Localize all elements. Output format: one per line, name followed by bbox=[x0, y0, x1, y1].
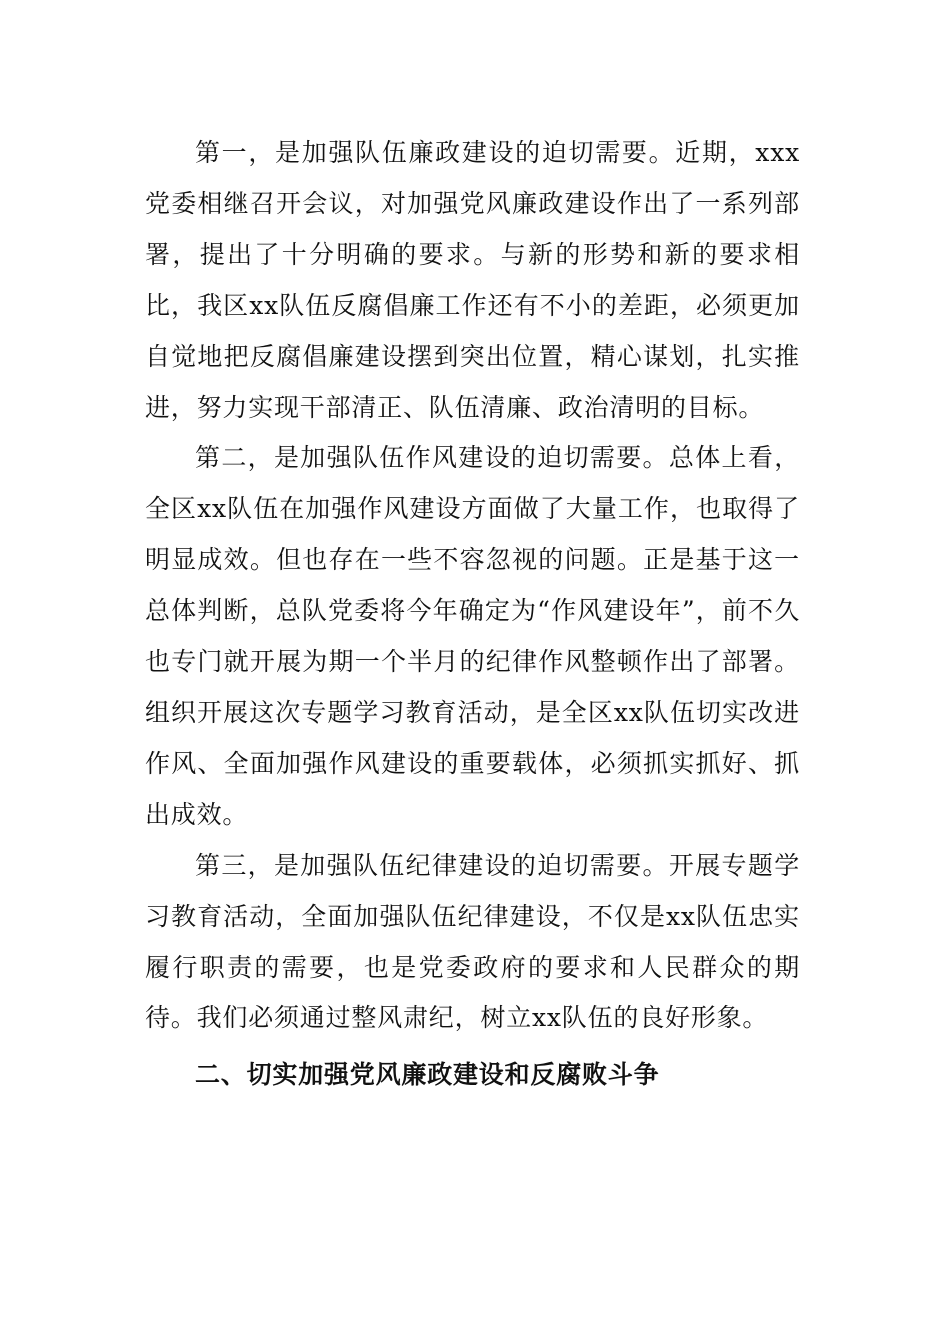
paragraph-2: 第二，是加强队伍作风建设的迫切需要。总体上看，全区xx队伍在加强作风建设方面做了大量工作，也取得了明显成效。但也存在一些不容忽视的问题。正是基于这一总体判断，总队党委将今年确定为“作风建设年”，前不久也专门就开展为期一个半月的纪律作风整顿作出了部署。组织开展这次专题学习教育活动，是全区xx队伍切实改进作风、全面加强作风建设的重要载体，必须抓实抓好、抓出成效。 bbox=[145, 443, 800, 829]
document-page bbox=[145, 128, 800, 1100]
section-heading: 二、切实加强党风廉政建设和反腐败斗争 bbox=[195, 1060, 660, 1090]
paragraph-3: 第三，是加强队伍纪律建设的迫切需要。开展专题学习教育活动，全面加强队伍纪律建设，不仅是xx队伍忠实履行职责的需要，也是党委政府的要求和人民群众的期待。我们必须通过整风肃纪，树立xx队伍的良好形象。 bbox=[145, 850, 800, 1033]
paragraph-1: 第一，是加强队伍廉政建设的迫切需要。近期，xxx党委相继召开会议，对加强党风廉政建设作出了一系列部署，提出了十分明确的要求。与新的形势和新的要求相比，我区xx队伍反腐倡廉工作还有不小的差距，必须更加自觉地把反腐倡廉建设摆到突出位置，精心谋划，扎实推进，努力实现干部清正、队伍清廉、政治清明的目标。 bbox=[145, 138, 800, 422]
